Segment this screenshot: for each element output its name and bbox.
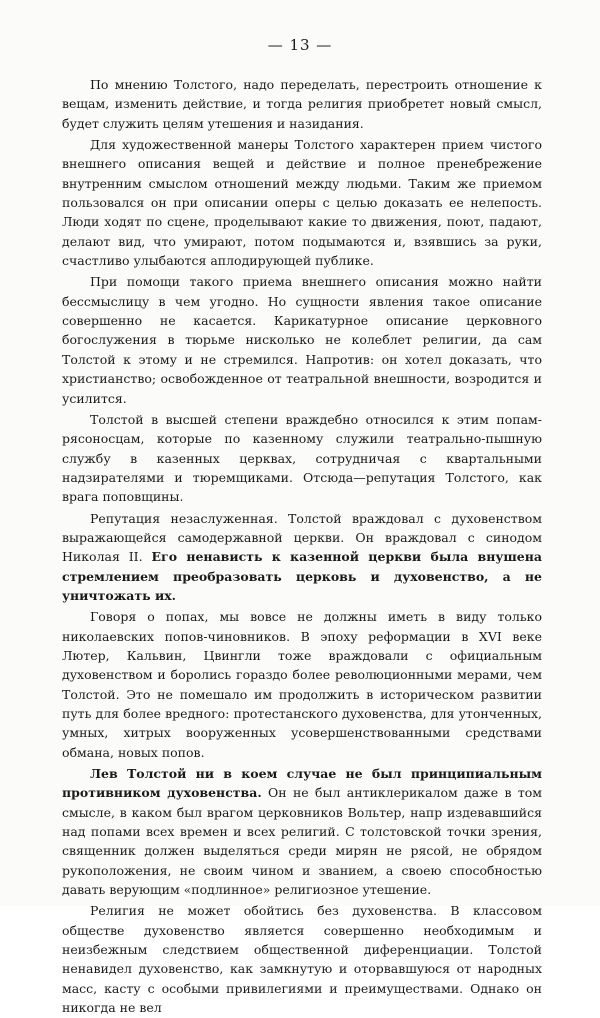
paragraph [62,272,542,407]
paragraph-text: Толстой в высшей степени враждебно относился к этим попам-рясоносцам, которые по казенному служили театрально-пышную службу в казенных церквах, сотрудничая с квартальными надзирателями и тюремщиками. Отсюда—репутация Толстого, как врага поповщины. [62,411,542,505]
paragraph-text: По мнению Толстого, надо переделать, перестроить отношение к вещам, изменить действие, и тогда религия приобретет новый смысл, будет служить целям утешения и назидания. [62,77,542,131]
paragraph-emphasis: Его ненависть к казенной церкви была внушена стремлением преобразовать церковь и духовенство, а не уничтожать их. [62,549,543,603]
page-number: — 13 — [267,36,333,54]
paragraph [62,764,542,899]
paragraph [62,410,542,507]
paragraph [62,135,542,270]
paragraph-text: При помощи такого приема внешнего описания можно найти бессмыслицу в чем угодно. Но сущности явления такое описание совершенно не касается. Карикатурное описание церковного богослужения в тюрьме нисколько не колеблет религии, да сам Толстой к этому и не стремился. Напротив: он хотел доказать, что христианство; освобожденное от театральной внешности, возродится и усилится. [62,274,542,406]
paragraph-text: Говоря о попах, мы вовсе не должны иметь в виду только николаевских попов-чиновников. В эпоху реформации в XVI веке Лютер, Кальвин, Цвингли тоже враждовали с официальным духовенством и боролись гораздо более революционными мерами, чем Толстой. Это не помешало им продолжить в историческом развитии путь для более вредного: протестанского духовенства, для утонченных, умных, хитрых вооруженных усовершенствованными средствами обмана, новых попов. [62,609,542,760]
paragraph-text: Для художественной манеры Толстого характерен прием чистого внешнего описания вещей и действие и полное пренебрежение внутренним смыслом отношений между людьми. Таким же приемом пользовался он при описании оперы с целью доказать ее нелепость. Люди ходят по сцене, проделывают какие то движения, поют, падают, делают вид, что умирают, потом подымаются и, взявшись за руки, счастливо улыбаются аплодирующей публике. [62,137,542,269]
paragraph-text: Религия не может обойтись без духовенства. В классовом обществе духовенство является совершенно необходимым и неизбежным следствием общественной диференциации. Толстой ненавидел духовенство, как замкнутую и оторвавшуюся от народных масс, касту с особыми привилегиями и преимуществами. Однако он никогда не вел [62,903,542,1016]
paragraph [62,901,542,1017]
paragraph [62,509,542,606]
body-text [62,75,542,1018]
paragraph-emphasis: Лев Толстой ни в коем случае не был принципиальным противником духовенства. [62,766,542,801]
paragraph-text: Он не был антиклерикалом даже в том смысле, в каком был врагом церковников Вольтер, напр издевавшийся над попами всех времен и всех религий. С толстовской точки зрения, священник должен выделяться среди мирян не рясой, не обрядом рукоположения, не своим чином и званием, а своею способностью давать верующим «подлинное» религиозное утешение. [62,785,543,898]
paragraph [62,607,542,762]
paragraph-text: Репутация незаслуженная. Толстой враждовал с духовенством выражающейся самодержавной церкви. Он враждовал с синодом Николая II. [62,510,542,565]
paragraph [62,75,542,133]
